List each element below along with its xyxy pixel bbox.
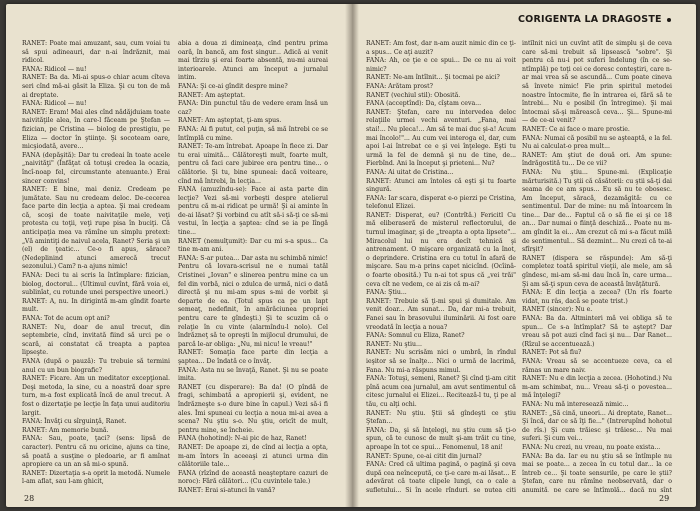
- dialogue-paragraph: FANA (hohotind): N-ai pic de haz, Ranet!: [178, 435, 307, 443]
- dialogue-paragraph: RANET (nemulţumit): Dar cu mi s-a spus... Ca tine m-am ani.: [178, 237, 328, 254]
- dialogue-paragraph: FANA: Nu ştiu... Spune-mi. (Explicaţie mărturisită.) Tu ştii că căsătorii: cu ştii să-ţi dai seama de ce am spus... Eu să nu te obosesc. Am început, săracă, dezamăgită: cu ce sentimentul. Dar de mine: nu mă întoarcem în tine... Dar de... Faptul că o să fie ei şi ce 18 an... Dar numai o fiinţă deschiză... Poate nu m-am gîndit la ei... Am crezut că mi s-a făcut milă de sentimentul... Să dezmint... Nu crezi că te-ai sfîrşit?: [522, 168, 672, 254]
- dialogue-paragraph: RANET: Am aşteptat, ţi-am spus.: [178, 117, 282, 125]
- dialogue-paragraph: FANA: Numai că posibil nu se aşteaptă, e la fel. Nu ai calculat-o prea mult...: [522, 134, 672, 151]
- dialogue-paragraph: RANET: Atunci am întoles că eşti şi tu foarte singură.: [366, 177, 516, 194]
- dialogue-paragraph: FANA: S-ar putea... Dar asta nu schimbă nimic! Pentru că lovara-scrisul ne e numai tatăl Cristinei „Iovan" e slinerea pentru mine ca un fel din vorbă, nici o zdulca de urmă, nici o dată directă şi nu mi-am spus s-mi de vorbit şi departe de ea. (Totul spus ca pe un lapt semeaţ, nedefinit, în amărăciunea propriei pentru care te gîndeşti.) Şi te scuzim că o relaţie în cu vinte (alarmîndu-l nolo). Cel îndrăzneţ să te opreşti în mijlocul drumului, de parcă le-ar obliga: „Nu, mi nicu! le vreau!": [178, 254, 328, 348]
- dialogue-paragraph: RANET: „Să cină, uneori... Ai dreptate, Ranet... Şi încă, dar ce să îţi fie..." (Intrerupînd hohotul de rîs.) Şi cum trăiesc şi trăiesc... Nu mai suferi. Şi cum vei...: [522, 409, 672, 443]
- dialogue-paragraph: FANA: Totuşi, semeni, Ranet? Şi cînd ţi-am citit pînă acum cea jurnalul, am avut sentimentul că citesc jurnalul ei Elizei... Recitează-l tu, ţi pe al tău, cu alţi ochi.: [366, 375, 516, 408]
- dialogue-paragraph: RANET: Am ştiut de două ori. Am spune: îndrăgostită tu... De ce vii?: [522, 151, 672, 168]
- dialogue-paragraph: FANA: Nu crezi, nu vreau, nu poate exista...: [522, 443, 661, 451]
- dialogue-paragraph: RANET: Am memorie bună.: [22, 426, 109, 434]
- book-gutter: [345, 4, 359, 507]
- dialogue-paragraph: RANET: De apoape zi, de cînd ai lecţia a opta, m-am întors în aceeaşi zi atunci urma din călătoriile tale...: [178, 443, 328, 469]
- dialogue-paragraph: FANA: Ba da. Iar eu nu ştiu să se întîmple nu mai se poate... a zecea în cu totul dar... la ce întreb ce... Şi toate sensurile, pe care le ştii? Ştefan, care nu rămîne neobservată, dar o anumită, pe care se întîmplă... dacă nu sînt: [522, 452, 672, 492]
- dialogue-paragraph: FANA: Sau, poate, ţaci? (sens: lipsă de caracter). Pentru că nu oricine, ajuns ca tine, să poată a susţine o pledoarie, ar fi amînat apropiere ca un an să mi-o spună.: [22, 435, 170, 469]
- dialogue-paragraph: FANA: Deci tu ai scris la întîmplare: fizician, biolog, doctorul... (Ultimul cuvînt, fără voia ei, sublinîat, cu rotunde unei perspective uneori.): [22, 272, 170, 297]
- dialogue-paragraph: FANA: Iar scara, disperat e-o pierzi pe Cristina, telefonul Elizei.: [366, 194, 516, 211]
- dialogue-paragraph: intîlnit nici un cuvînt atît de simplu şi de ceva care să-mi trebuit să lipsească "sobre". Şi pentru că nu-i pot suferi îndelung (în ce se-ntîmplă) pe toţi cei ce doresc conteştiri, care n-ar mai vrea să se ascundă... Cum poate cineva să învete nimic! Fie prin spiritul metodei noastre întocmite, fie în intrarea ei, fără să te întrebi... Nu e posibil (în întregime). Şi mai întocmai să-şi mărească ceva... Şi... Spune-mi — de ce-ai venit?: [522, 40, 672, 125]
- dialogue-paragraph: FANA (amuzîndu-se): Face ai asta parte din lecţie? Vezi să-mi vorbeşti despre atelierul pentru că m-ai ridicat pe urmă! Şi ai aminte în de-ai lăsat? Şi vorbind cu atît să-i să-ţi ce să-mi vestui, în lecţia a şaptea: cînd se ia pe lîngă tine...: [178, 186, 328, 237]
- dialogue-paragraph: FANA: Şi ce-ai gîndit despre mine?: [178, 82, 288, 90]
- dialogue-paragraph: RANET: Ba da. Mi-ai spus-o chiar acum cîteva seri cînd mă-ai găsit la Eliza. Şi cu ton de mă ai dreptate.: [22, 74, 170, 99]
- dialogue-paragraph: FANA (depăşită): Dar tu credeai în toate acele „naivităţi" (Înfăţat că totuşi credea la ocazia, încî-noap fel, circumstante atenuante.) Erai sincer convins!: [22, 151, 170, 185]
- dialogue-paragraph: FANA: Tot de acum opt ani?: [22, 315, 110, 322]
- dialogue-paragraph: FANA: Ba da. Altminteri mă vei obliga să te spun... Ce s-a întîmplat? Să te aştept? Dar vreau să pot auzi cînd faci şi nu... Dar Ranet... (Rîzul se accentuează.): [522, 315, 672, 348]
- dialogue-paragraph: RANET: Nu e din lecţia a zecea. (Hohotind.) Nu m-am schimbat, nu... Vreau să-ţi o povestea... mă înţelegi?: [522, 375, 672, 400]
- dialogue-paragraph: FANA: Somnul cu Eliza, Ranet?: [366, 332, 465, 340]
- dialogue-paragraph: RANET: A, nu. In dirigintă m-am gîndit foarte mult.: [22, 297, 170, 314]
- dialogue-paragraph: RANET: Nu ştiu...: [366, 340, 422, 348]
- right-page-column-2: [522, 40, 672, 492]
- right-page: [358, 4, 696, 507]
- dialogue-paragraph: FANA: Nu mă interesează nimic...: [522, 400, 629, 408]
- dialogue-paragraph: RANET: Ce ai face o mare prostie.: [522, 125, 630, 133]
- dialogue-paragraph: FANA: Ştiu...: [366, 289, 407, 297]
- dialogue-paragraph: RANET (cu disperare): Ba da! (O pîndă de fragi, schimbată a apropierii şi, evident, ne îndrăzneşte s-o dure bine în capul.) Vezi să-i fi ales. Îmi spuneai cu lecţia a noua mi-ai avea a scena? Nu ştiu s-o. Nu ştiu, oricît de mult, pentru mine, se încheie.: [178, 383, 328, 434]
- dialogue-paragraph: RANET: Ştefan, care nu intervedea deloc relaţiile urmei vechi aventuri. „Fana, mai stai!... Nu pleca!... Am să te mai duc şi-a! Acum mai încolo!"... Au cum vei interoga el, dar, cum apoi l-ai întrebat ce e şi vei înţelege. Eşti tu urmă la fel de demnă şi nu de tine, de... Fierbînd. Ani la început şi prieteni... Nu?: [366, 108, 516, 168]
- dialogue-paragraph: RANET: Am fost, dar n-am auzit nimic din ce ţi-a spus... Ce aţi auzit?: [366, 40, 516, 56]
- book-spread: [6, 4, 696, 507]
- dialogue-paragraph: FANA: Da, şi să înţelegi, nu ştiu cum să ţi-o spun, că te cunosc de mult şi-am trăit cu tine, aproape în tot ce spui... Fenomenul, 18 ani!: [366, 426, 516, 451]
- dialogue-paragraph: RANET: Trebuie să ţi-mi spui şi dumitale. Am venit doar... Am sunat... Da, dar mi-a trebuit, Fanei sau în brasovului iluminării. Ai fost oare vreodată în lecţia a noua?: [366, 297, 516, 331]
- dialogue-paragraph: FANA: Arătam prost?: [366, 82, 433, 90]
- dialogue-paragraph: RANET: Te-am întrebat. Apoape în fiece zi. Dar tu erai uimită... Călătoreşti mult, foarte mult, pentru că faci care jubiree era pentru tine... o călătorie. Şi tu, bine spuneai: dacă voiteare, cînd mă întrebi, în lecţia...: [178, 143, 328, 185]
- dialogue-paragraph: RANET (dispera se răspunde): Am să-ţi completez toată spiritul vieţii, ale mele, am să gîndesc, mi-am să-mi dau încă în, care urma... Şi am să-ţi spun ceva de această învăţătură.: [522, 254, 672, 288]
- dialogue-paragraph: RANET: E bine, mai deniz. Credeam pe jumătate. Sau nu credeam deloc. De-cecerea face parte din lecţia a aptea. Şi mai credeam că, scoşi de toate naivitaţile mele, veţi protesta cu toţii, veţi rupe pisa în buciţi. Că anticipaţia mea va rămîne un simplu pretext: „Vă amintiţi de naivul acela, Ranet? Seria şi un (el) de ţeatic... Ce-o fi apus, sărace? (Nedeplinind atunci amerecă trecut sezonului.) Cam? n-a ajuns nimic!: [22, 186, 170, 271]
- dialogue-paragraph: RANET (vechiul stil): Obosită.: [366, 91, 461, 99]
- dialogue-paragraph: RANET: Nu, doar de anul trecut, din septembrie, cînd, invitată fiind să urci pe o scară, ai constatat că treapta a paptea lipseşte.: [22, 323, 170, 357]
- left-page-column-2: [178, 40, 328, 492]
- dialogue-paragraph: RANET: Ficare. Am un meditator excepţional. Deşi metoda, la sine, cu a noastră doar spre turn, m-a fost explicată încă de anul trecut. A fost o dizertaţie pe lecţie în faţa unui auditoriu largit.: [22, 375, 170, 417]
- running-head: [518, 14, 688, 25]
- dialogue-paragraph: RANET: Am aşteptat.: [178, 91, 245, 99]
- dialogue-paragraph: FANA: E din lecţia a zecea? (Un rîs foarte vidat, nu râs, dacă se poate trist.): [522, 289, 672, 305]
- dialogue-paragraph: RANET: Somaţia face parte din lecţia a şaptea... De îndată ce o învăţ.: [178, 349, 328, 365]
- dialogue-paragraph: FANA: Învăţi cu sîrguinţă, Ranet.: [22, 418, 127, 426]
- dialogue-paragraph: RANET: Nu ştiu. Ştii să gîndeşti ce ştiu Ştefan...: [366, 409, 516, 426]
- dialogue-paragraph: RANET: Nu scrisăm nici o umbră, în rîndul ieşitor să se înalţe... Nici o urmă de lacrimă, Fana. Nu mi-a răspuns mimul.: [366, 349, 516, 374]
- dialogue-paragraph: FANA: Cred că ultima pagină, o pagină şi ceva după cea neîncepută, ce ţi-e care m-ai lăsat... E adevărat că toate clipele lungi, ca o cale a sufletului... Şi în acele rînduri, se putea citi: [366, 461, 516, 492]
- dialogue-paragraph: FANA: Din punctul tău de vedere eram însă un caz?: [178, 100, 328, 116]
- dialogue-paragraph: FANA (acceptînd): Da, cîştam ceva...: [366, 100, 482, 108]
- right-page-column-1: [366, 40, 516, 492]
- dialogue-paragraph: FANA: Ridicol — nu!: [22, 100, 87, 108]
- dialogue-paragraph: FANA (după o pauză): Tu trebuie să termini anul cu un bun biografic?: [22, 357, 170, 374]
- dialogue-paragraph: FANA: Ridicol — nu!: [22, 65, 87, 73]
- left-page-column-1: [22, 40, 170, 492]
- dialogue-paragraph: abia a doua zi dimineaţa, cînd pentru prima oară, în bancă, am fost singur... Adică ai venit mai tîrziu şi erai foarte absentă, nu-mi aureai interioarele. Atunci am început a jurnalul intim.: [178, 40, 328, 82]
- dialogue-paragraph: FANA: Asta nu se învaţă, Ranet. Şi nu se poate imita.: [178, 366, 328, 383]
- dialogue-paragraph: RANET: Spune, ce-ai citit din jurnal?: [366, 452, 482, 460]
- dialogue-paragraph: RANET: Disperat, eu? (Contrîtă.) Fericitl Cu mă eliberaseră de misterul reflectorului, de turnul imaginar, şi de „treapta a opta lipsete"... Miracolul lui nu era decît tehnică şi antrenament. O mişcare organizată cu la înot, o deprindere. Cristina era cu totul în afară de mişcare. Sau m-a prins capet nicicînd. (Ocîină-o foarte obosită.) Tu n-ai tot spus că „vei trăi" ceva cît ne vedem, ce ai zis că m-ai?: [366, 211, 516, 288]
- dialogue-paragraph: RANET: Poate mai amuzant, sau, cum voiai tu să spui adineauri, dar n-ai îndrăznit, mai ridicol.: [22, 40, 170, 65]
- dialogue-paragraph: FANA: Ai fi putut, cel puţin, să mă întrebi ce se întîmplă cu mine.: [178, 125, 328, 142]
- bullet-icon: [667, 18, 671, 22]
- dialogue-paragraph: FANA: Ai uitat de Cristina...: [366, 168, 454, 176]
- left-page: [6, 4, 346, 507]
- dialogue-paragraph: RANET: Dizertaţia s-a oprit la metodă. Numele l-am aflat, sau l-am ghicit,: [22, 469, 170, 486]
- dialogue-paragraph: RANET: Eram! Mai ales cînd nădăjduiam toate naivităţile alea, în care-l făceam pe Ştefan — fizician, pe Cristina — biolog de prestigiu, pe Eliza — doctor în ştiinţe. Şi socoteam oare, micşiodată, avere...: [22, 108, 170, 151]
- page-number-left: 28: [24, 494, 35, 503]
- running-head-title: CORIGENTA LA DRAGOSTE: [518, 14, 662, 25]
- dialogue-paragraph: RANET: Ne-am întîlnit... Şi tocmai pe aici?: [366, 74, 500, 82]
- dialogue-paragraph: FANA: Ah, ce ţie e ce spui... De ce nu ai voit nimic?: [366, 57, 516, 73]
- dialogue-paragraph: RANET: Erai şi-atunci în vană?: [178, 486, 276, 492]
- dialogue-paragraph: RANET: Pot să fiu?: [522, 349, 582, 357]
- dialogue-paragraph: FANA: Vreau să se accentueze ceva, ca el rămas un mare naiv.: [522, 357, 672, 374]
- page-number-right: 29: [659, 494, 670, 503]
- dialogue-paragraph: FANA (rîzînd de această neaşteptare cazuri de noroc): Fără călători... (Cu cuvintele tale.): [178, 469, 328, 486]
- dialogue-paragraph: RANET (sincer): Nu e.: [522, 306, 593, 314]
